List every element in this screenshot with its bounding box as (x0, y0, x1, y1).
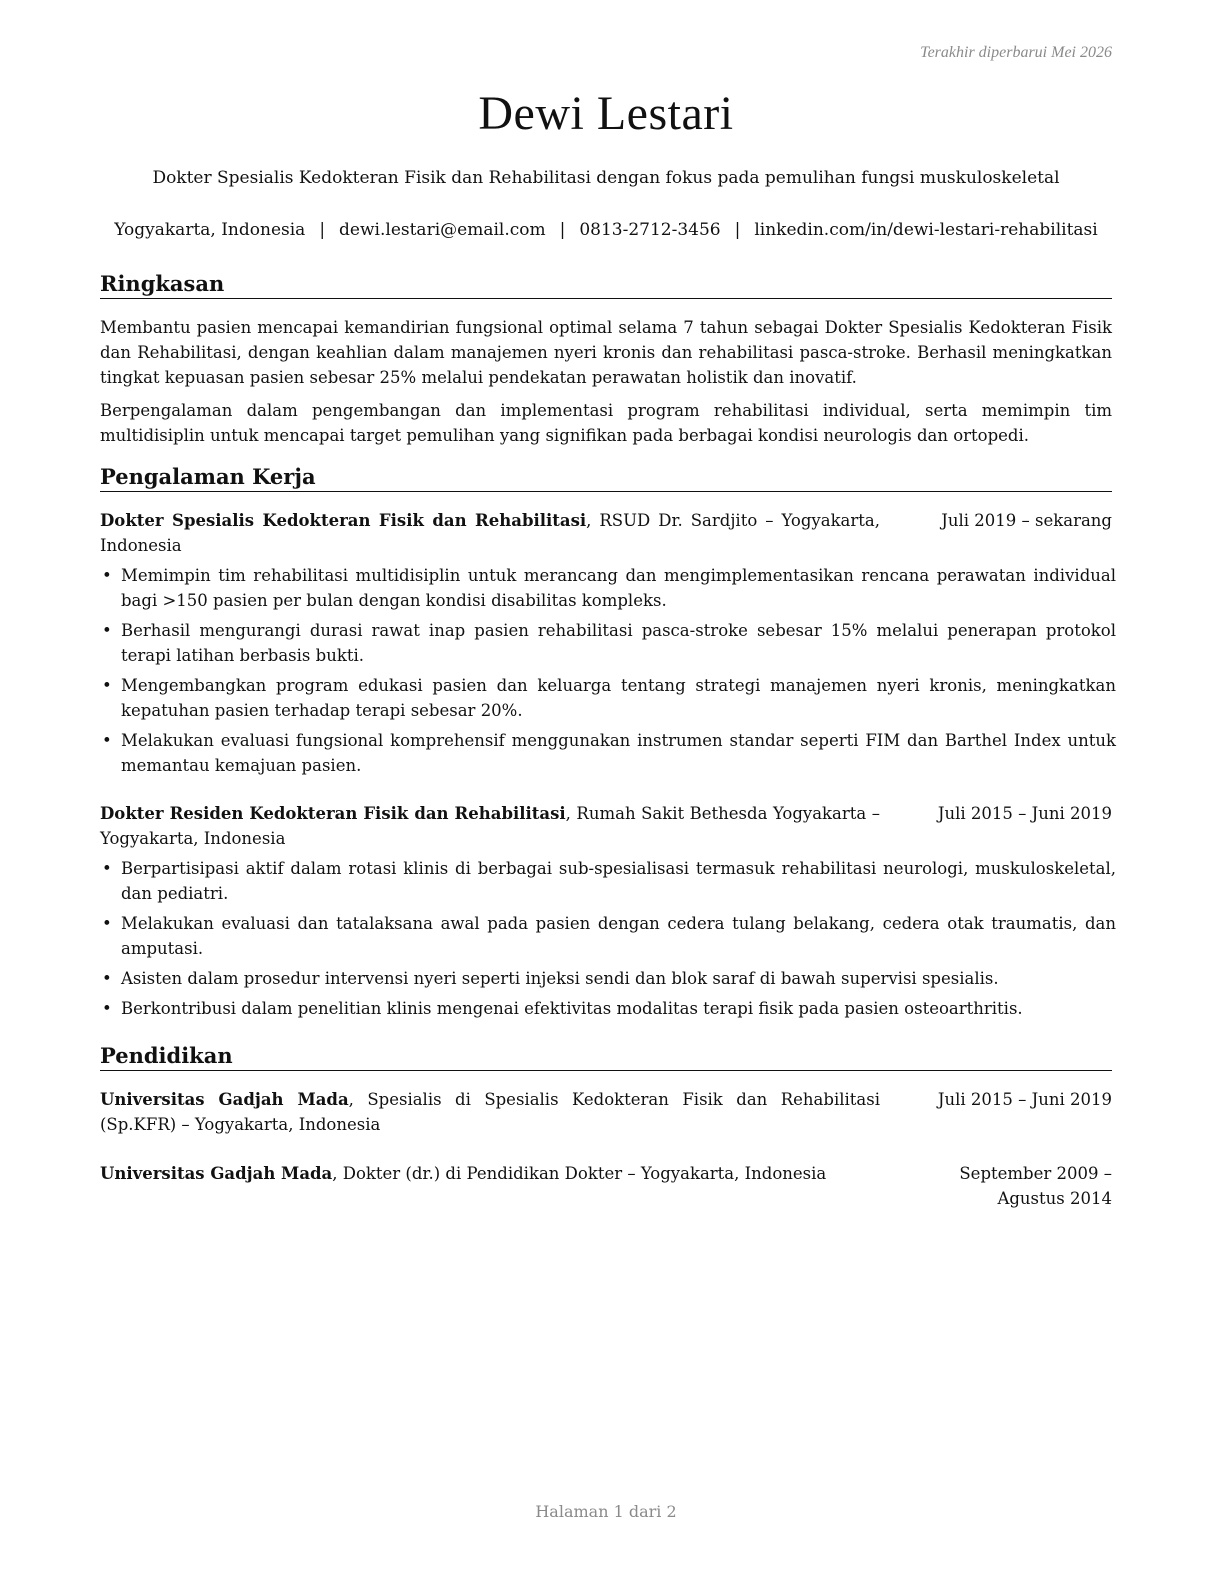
contact-separator: | (734, 220, 741, 240)
resume-page (100, 0, 1116, 1584)
candidate-tagline: Dokter Spesialis Kedokteran Fisik dan Rehabilitasi dengan fokus pada pemulihan fungsi muskuloskeletal (152, 168, 1060, 188)
summary-paragraph: Berpengalaman dalam pengembangan dan implementasi program rehabilitasi individual, serta memimpin tim multidisiplin untuk mencapai target pemulihan yang signifikan pada berbagai kondisi neurologis dan ortopedi. (100, 401, 1112, 445)
last-updated-note: Terakhir diperbarui Mei 2026 (920, 44, 1112, 61)
education-dates: Juli 2015 – Juni 2019 (937, 1090, 1112, 1109)
job-organization: , Rumah Sakit Bethesda Yogyakarta – Yogyakarta, Indonesia (100, 804, 881, 848)
contact-phone: 0813-2712-3456 (579, 220, 721, 240)
bullet-icon: • (102, 999, 112, 1018)
job-title-line (100, 508, 880, 558)
education-title-line (100, 1161, 880, 1186)
education-detail: , Dokter (dr.) di Pendidikan Dokter – Yogyakarta, Indonesia (332, 1164, 827, 1183)
job-bullet-list (100, 856, 1116, 1026)
job-organization: , RSUD Dr. Sardjito – Yogyakarta, Indonesia (100, 511, 880, 555)
bullet-icon: • (102, 566, 112, 585)
list-item: • Memimpin tim rehabilitasi multidisiplin untuk merancang dan mengimplementasikan rencana perawatan individual bagi >150 pasien per bulan dengan kondisi disabilitas kompleks. (100, 563, 1116, 613)
contact-separator: | (319, 220, 326, 240)
page-number: Halaman 1 dari 2 (535, 1502, 677, 1521)
contact-separator: | (559, 220, 566, 240)
job-title-line (100, 801, 880, 851)
section-title-education: Pendidikan (100, 1043, 1112, 1071)
list-item: • Melakukan evaluasi fungsional komprehensif menggunakan instrumen standar seperti FIM dan Barthel Index untuk memantau kemajuan pasien. (100, 728, 1116, 778)
bullet-icon: • (102, 676, 112, 695)
bullet-icon: • (102, 731, 112, 750)
job-role: Dokter Spesialis Kedokteran Fisik dan Rehabilitasi (100, 511, 587, 530)
job-role: Dokter Residen Kedokteran Fisik dan Rehabilitasi (100, 804, 566, 823)
bullet-icon: • (102, 914, 112, 933)
job-header (100, 508, 1112, 558)
list-item: • Berkontribusi dalam penelitian klinis mengenai efektivitas modalitas terapi fisik pada pasien osteoarthritis. (100, 996, 1116, 1021)
bullet-icon: • (102, 969, 112, 988)
list-item: • Berpartisipasi aktif dalam rotasi klinis di berbagai sub-spesialisasi termasuk rehabilitasi neurologi, muskuloskeletal, dan pediatri. (100, 856, 1116, 906)
contact-email[interactable]: dewi.lestari@email.com (339, 220, 546, 240)
bullet-icon: • (102, 621, 112, 640)
section-title-experience: Pengalaman Kerja (100, 464, 1112, 492)
education-dates: September 2009 – Agustus 2014 (959, 1164, 1112, 1208)
list-item: • Asisten dalam prosedur intervensi nyeri seperti injeksi sendi dan blok saraf di bawah supervisi spesialis. (100, 966, 1116, 991)
job-header (100, 801, 1112, 851)
education-title-line (100, 1087, 880, 1137)
candidate-name: Dewi Lestari (478, 87, 734, 140)
education-entry (100, 1161, 1112, 1211)
job-dates: Juli 2019 – sekarang (941, 511, 1112, 530)
list-item: • Melakukan evaluasi dan tatalaksana awal pada pasien dengan cedera tulang belakang, cedera otak traumatis, dan amputasi. (100, 911, 1116, 961)
job-dates: Juli 2015 – Juni 2019 (937, 804, 1112, 823)
education-detail: , Spesialis di Spesialis Kedokteran Fisik dan Rehabilitasi (Sp.KFR) – Yogyakarta, Indonesia (100, 1090, 880, 1134)
job-bullet-list (100, 563, 1116, 783)
contact-location: Yogyakarta, Indonesia (114, 220, 306, 240)
bullet-icon: • (102, 859, 112, 878)
education-entry (100, 1087, 1112, 1137)
list-item: • Berhasil mengurangi durasi rawat inap pasien rehabilitasi pasca-stroke sebesar 15% melalui penerapan protokol terapi latihan berbasis bukti. (100, 618, 1116, 668)
section-title-summary: Ringkasan (100, 271, 1112, 299)
contact-line (100, 220, 1112, 240)
summary-paragraph: Membantu pasien mencapai kemandirian fungsional optimal selama 7 tahun sebagai Dokter Spesialis Kedokteran Fisik dan Rehabilitasi, dengan keahlian dalam manajemen nyeri kronis dan rehabilitasi pasca-stroke. Berhasil meningkatkan tingkat kepuasan pasien sebesar 25% melalui pendekatan perawatan holistik dan inovatif. (100, 318, 1112, 387)
education-school: Universitas Gadjah Mada (100, 1090, 349, 1109)
contact-linkedin[interactable]: linkedin.com/in/dewi-lestari-rehabilitasi (754, 220, 1098, 240)
education-school: Universitas Gadjah Mada (100, 1164, 333, 1183)
list-item: • Mengembangkan program edukasi pasien dan keluarga tentang strategi manajemen nyeri kronis, meningkatkan kepatuhan pasien terhadap terapi sebesar 20%. (100, 673, 1116, 723)
